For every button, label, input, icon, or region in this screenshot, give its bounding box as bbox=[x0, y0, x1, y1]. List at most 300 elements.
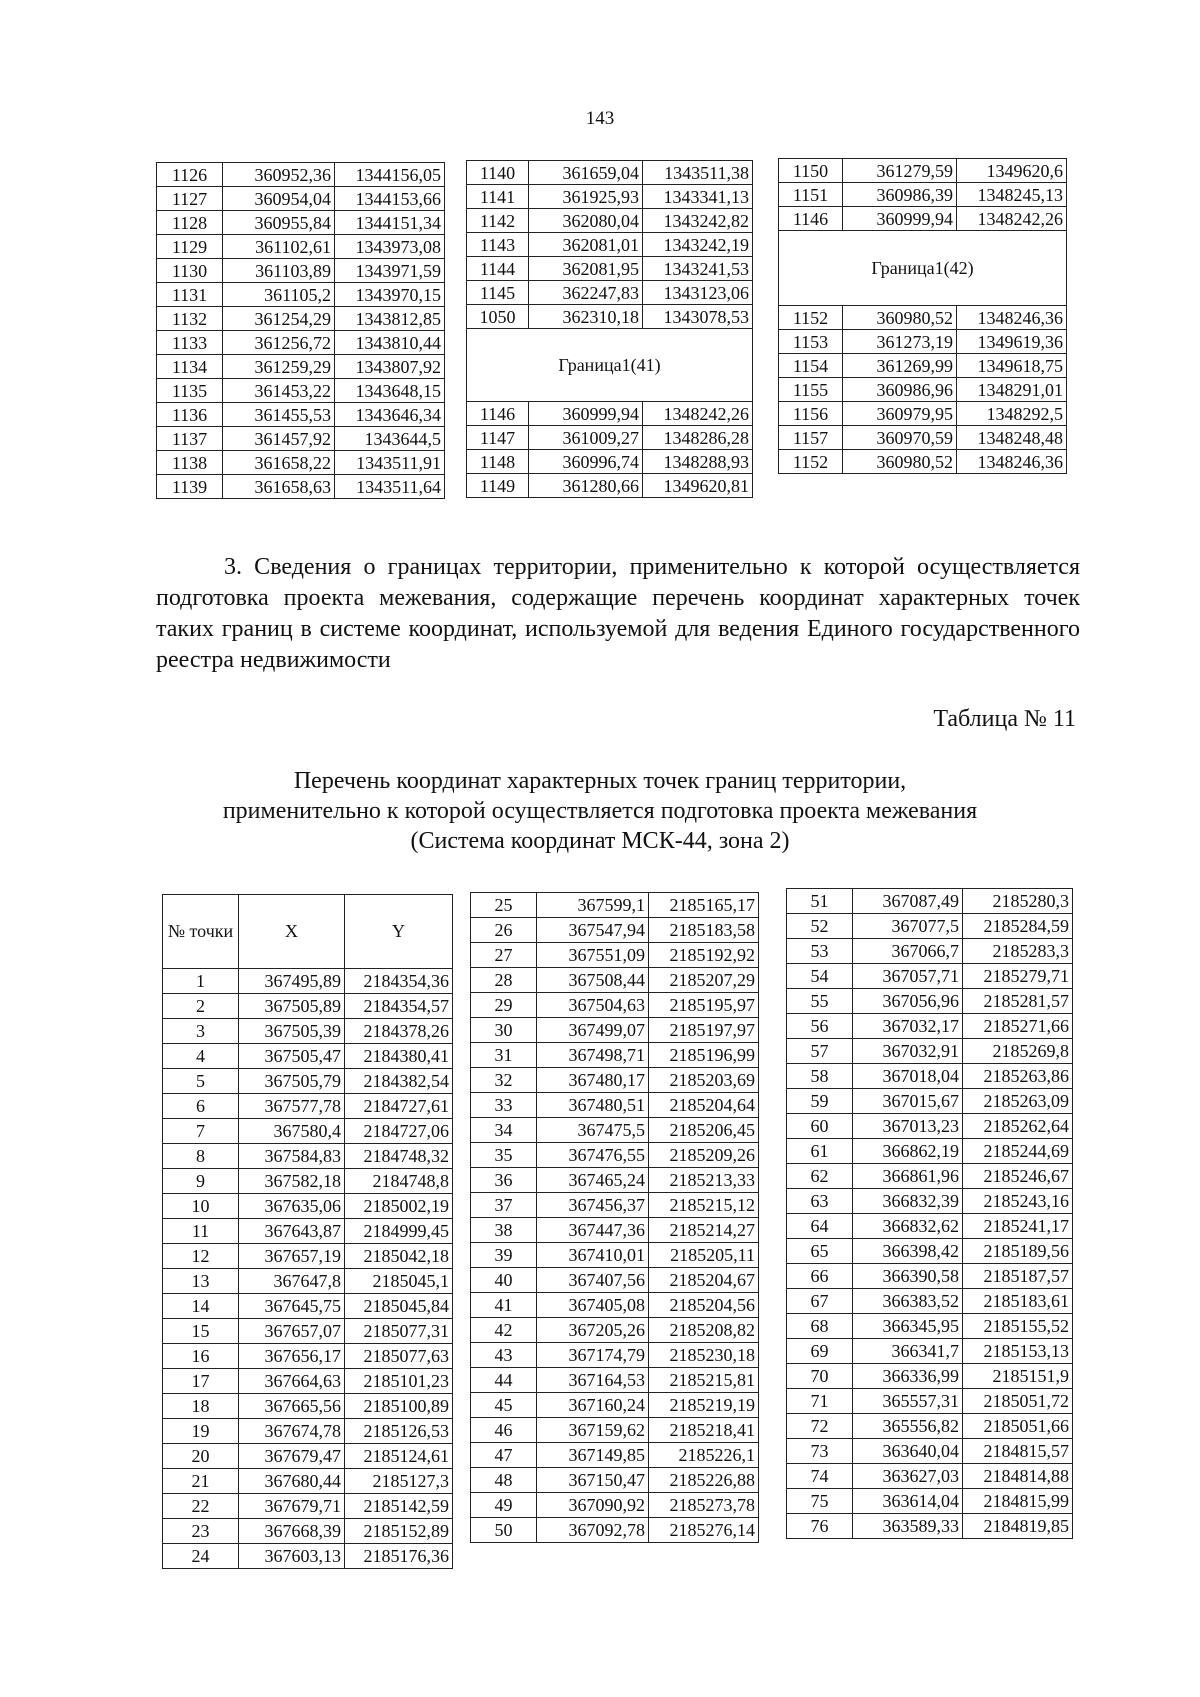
point-number-cell: 7 bbox=[163, 1119, 239, 1144]
y-coordinate-cell: 2185205,11 bbox=[649, 1243, 759, 1268]
point-number-cell: 15 bbox=[163, 1319, 239, 1344]
point-number-cell: 1130 bbox=[157, 259, 223, 283]
point-number-cell: 1149 bbox=[467, 474, 529, 498]
y-coordinate-cell: 2185176,36 bbox=[345, 1544, 453, 1569]
x-coordinate-cell: 361279,59 bbox=[843, 159, 957, 183]
point-number-cell: 10 bbox=[163, 1194, 239, 1219]
table-row bbox=[471, 1468, 759, 1493]
x-coordinate-cell: 367057,71 bbox=[853, 964, 963, 989]
x-coordinate-cell: 360970,59 bbox=[843, 426, 957, 450]
x-coordinate-cell: 361102,61 bbox=[223, 235, 335, 259]
table-row bbox=[163, 1244, 453, 1269]
x-coordinate-cell: 367504,63 bbox=[537, 993, 649, 1018]
point-number-cell: 68 bbox=[787, 1314, 853, 1339]
coords-table-top-2 bbox=[466, 160, 753, 498]
x-coordinate-cell: 367410,01 bbox=[537, 1243, 649, 1268]
y-coordinate-cell: 2185269,8 bbox=[963, 1039, 1073, 1064]
table-row bbox=[471, 1343, 759, 1368]
x-coordinate-cell: 367664,63 bbox=[239, 1369, 345, 1394]
point-number-cell: 70 bbox=[787, 1364, 853, 1389]
point-number-cell: 1153 bbox=[779, 330, 843, 354]
table-row bbox=[157, 283, 445, 307]
x-coordinate-cell: 367164,53 bbox=[537, 1368, 649, 1393]
y-coordinate-cell: 2185246,67 bbox=[963, 1164, 1073, 1189]
point-number-cell: 44 bbox=[471, 1368, 537, 1393]
point-number-cell: 46 bbox=[471, 1418, 537, 1443]
table-row bbox=[467, 209, 753, 233]
coords-table-top-3 bbox=[778, 158, 1067, 474]
point-number-cell: 38 bbox=[471, 1218, 537, 1243]
point-number-cell: 1129 bbox=[157, 235, 223, 259]
x-coordinate-cell: 360986,96 bbox=[843, 378, 957, 402]
table-row bbox=[471, 1168, 759, 1193]
y-coordinate-cell: 1344156,05 bbox=[335, 163, 445, 187]
y-coordinate-cell: 2184354,36 bbox=[345, 969, 453, 994]
y-coordinate-cell: 2185142,59 bbox=[345, 1494, 453, 1519]
y-coordinate-cell: 2185214,27 bbox=[649, 1218, 759, 1243]
x-coordinate-cell: 367551,09 bbox=[537, 943, 649, 968]
y-coordinate-cell: 2185165,17 bbox=[649, 893, 759, 918]
table-row bbox=[467, 257, 753, 281]
table-row bbox=[157, 331, 445, 355]
x-coordinate-cell: 363640,04 bbox=[853, 1439, 963, 1464]
point-number-cell: 1151 bbox=[779, 183, 843, 207]
table-row bbox=[787, 1239, 1073, 1264]
table-row bbox=[787, 1189, 1073, 1214]
x-coordinate-cell: 360980,52 bbox=[843, 450, 957, 474]
y-coordinate-cell: 2185280,3 bbox=[963, 889, 1073, 914]
y-coordinate-cell: 1348291,01 bbox=[957, 378, 1067, 402]
point-number-cell: 69 bbox=[787, 1339, 853, 1364]
table-row bbox=[163, 1544, 453, 1569]
y-coordinate-cell: 1343511,64 bbox=[335, 475, 445, 499]
table-row bbox=[471, 993, 759, 1018]
y-coordinate-cell: 2185183,58 bbox=[649, 918, 759, 943]
y-coordinate-cell: 1349618,75 bbox=[957, 354, 1067, 378]
y-coordinate-cell: 2185051,66 bbox=[963, 1414, 1073, 1439]
x-coordinate-cell: 366345,95 bbox=[853, 1314, 963, 1339]
y-coordinate-cell: 1349620,81 bbox=[643, 474, 753, 498]
point-number-cell: 4 bbox=[163, 1044, 239, 1069]
y-coordinate-cell: 1343511,91 bbox=[335, 451, 445, 475]
x-coordinate-cell: 367657,07 bbox=[239, 1319, 345, 1344]
y-coordinate-cell: 1343341,13 bbox=[643, 185, 753, 209]
y-coordinate-cell: 1343644,5 bbox=[335, 427, 445, 451]
table-row bbox=[471, 1318, 759, 1343]
point-number-cell: 1137 bbox=[157, 427, 223, 451]
y-coordinate-cell: 1348286,28 bbox=[643, 426, 753, 450]
point-number-cell: 1142 bbox=[467, 209, 529, 233]
point-number-cell: 62 bbox=[787, 1164, 853, 1189]
table-row bbox=[157, 451, 445, 475]
table-row bbox=[157, 427, 445, 451]
table-row bbox=[471, 1118, 759, 1143]
table-row bbox=[471, 1268, 759, 1293]
table-row bbox=[163, 1194, 453, 1219]
y-coordinate-cell: 2185192,92 bbox=[649, 943, 759, 968]
table-row bbox=[787, 1339, 1073, 1364]
point-number-cell: 75 bbox=[787, 1489, 853, 1514]
y-coordinate-cell: 1344151,34 bbox=[335, 211, 445, 235]
coords-table-bottom-1 bbox=[162, 894, 453, 1569]
table-row bbox=[787, 1264, 1073, 1289]
boundary-label: Граница1(41) bbox=[467, 329, 753, 402]
point-number-cell: 74 bbox=[787, 1464, 853, 1489]
point-number-cell: 52 bbox=[787, 914, 853, 939]
point-number-cell: 25 bbox=[471, 893, 537, 918]
y-coordinate-cell: 1343810,44 bbox=[335, 331, 445, 355]
y-coordinate-cell: 2185276,14 bbox=[649, 1518, 759, 1543]
point-number-cell: 6 bbox=[163, 1094, 239, 1119]
y-coordinate-cell: 2184748,32 bbox=[345, 1144, 453, 1169]
point-number-cell: 48 bbox=[471, 1468, 537, 1493]
point-number-cell: 37 bbox=[471, 1193, 537, 1218]
table-row bbox=[779, 183, 1067, 207]
table-row bbox=[163, 1319, 453, 1344]
x-coordinate-cell: 367447,36 bbox=[537, 1218, 649, 1243]
x-coordinate-cell: 367174,79 bbox=[537, 1343, 649, 1368]
table-row bbox=[779, 207, 1067, 231]
table-row bbox=[163, 1519, 453, 1544]
point-number-cell: 26 bbox=[471, 918, 537, 943]
x-coordinate-cell: 367480,17 bbox=[537, 1068, 649, 1093]
table-row bbox=[779, 426, 1067, 450]
y-coordinate-cell: 2185208,82 bbox=[649, 1318, 759, 1343]
header-x: X bbox=[239, 895, 345, 969]
x-coordinate-cell: 367032,91 bbox=[853, 1039, 963, 1064]
table-row bbox=[471, 1093, 759, 1118]
table-row bbox=[467, 305, 753, 329]
table-row bbox=[787, 1514, 1073, 1539]
point-number-cell: 41 bbox=[471, 1293, 537, 1318]
table-title-line-1: Перечень координат характерных точек границ территории, bbox=[293, 768, 907, 794]
table-title-line-2: применительно к которой осуществляется подготовка проекта межевания bbox=[222, 798, 978, 824]
point-number-cell: 1133 bbox=[157, 331, 223, 355]
x-coordinate-cell: 362080,04 bbox=[529, 209, 643, 233]
table-row bbox=[471, 1143, 759, 1168]
y-coordinate-cell: 1343511,38 bbox=[643, 161, 753, 185]
x-coordinate-cell: 367647,8 bbox=[239, 1269, 345, 1294]
x-coordinate-cell: 367087,49 bbox=[853, 889, 963, 914]
point-number-cell: 8 bbox=[163, 1144, 239, 1169]
y-coordinate-cell: 2184378,26 bbox=[345, 1019, 453, 1044]
table-row bbox=[163, 1069, 453, 1094]
y-coordinate-cell: 2185183,61 bbox=[963, 1289, 1073, 1314]
x-coordinate-cell: 367645,75 bbox=[239, 1294, 345, 1319]
y-coordinate-cell: 2184819,85 bbox=[963, 1514, 1073, 1539]
point-number-cell: 34 bbox=[471, 1118, 537, 1143]
section-text bbox=[156, 552, 1080, 676]
point-number-cell: 61 bbox=[787, 1139, 853, 1164]
point-number-cell: 1134 bbox=[157, 355, 223, 379]
point-number-cell: 29 bbox=[471, 993, 537, 1018]
x-coordinate-cell: 366390,58 bbox=[853, 1264, 963, 1289]
x-coordinate-cell: 367599,1 bbox=[537, 893, 649, 918]
y-coordinate-cell: 2185204,67 bbox=[649, 1268, 759, 1293]
table-row bbox=[467, 281, 753, 305]
table-row bbox=[157, 259, 445, 283]
point-number-cell: 1141 bbox=[467, 185, 529, 209]
table-row bbox=[787, 939, 1073, 964]
x-coordinate-cell: 367032,17 bbox=[853, 1014, 963, 1039]
point-number-cell: 1139 bbox=[157, 475, 223, 499]
point-number-cell: 22 bbox=[163, 1494, 239, 1519]
table-row bbox=[471, 1518, 759, 1543]
x-coordinate-cell: 367668,39 bbox=[239, 1519, 345, 1544]
table-row bbox=[787, 1089, 1073, 1114]
x-coordinate-cell: 367656,17 bbox=[239, 1344, 345, 1369]
y-coordinate-cell: 2185279,71 bbox=[963, 964, 1073, 989]
x-coordinate-cell: 362081,95 bbox=[529, 257, 643, 281]
table-row bbox=[471, 1493, 759, 1518]
y-coordinate-cell: 1348248,48 bbox=[957, 426, 1067, 450]
point-number-cell: 35 bbox=[471, 1143, 537, 1168]
page-number: 143 bbox=[585, 108, 615, 129]
point-number-cell: 3 bbox=[163, 1019, 239, 1044]
point-number-cell: 27 bbox=[471, 943, 537, 968]
x-coordinate-cell: 360954,04 bbox=[223, 187, 335, 211]
y-coordinate-cell: 2185155,52 bbox=[963, 1314, 1073, 1339]
x-coordinate-cell: 360955,84 bbox=[223, 211, 335, 235]
y-coordinate-cell: 2185262,64 bbox=[963, 1114, 1073, 1139]
point-number-cell: 56 bbox=[787, 1014, 853, 1039]
y-coordinate-cell: 2185195,97 bbox=[649, 993, 759, 1018]
x-coordinate-cell: 367643,87 bbox=[239, 1219, 345, 1244]
table-row bbox=[157, 475, 445, 499]
point-number-cell: 40 bbox=[471, 1268, 537, 1293]
point-number-cell: 1155 bbox=[779, 378, 843, 402]
point-number-cell: 32 bbox=[471, 1068, 537, 1093]
y-coordinate-cell: 2184814,88 bbox=[963, 1464, 1073, 1489]
y-coordinate-cell: 1343123,06 bbox=[643, 281, 753, 305]
point-number-cell: 1143 bbox=[467, 233, 529, 257]
x-coordinate-cell: 367066,7 bbox=[853, 939, 963, 964]
point-number-cell: 1150 bbox=[779, 159, 843, 183]
y-coordinate-cell: 2185187,57 bbox=[963, 1264, 1073, 1289]
table-row bbox=[163, 1019, 453, 1044]
x-coordinate-cell: 362247,83 bbox=[529, 281, 643, 305]
y-coordinate-cell: 2185213,33 bbox=[649, 1168, 759, 1193]
table-row bbox=[467, 402, 753, 426]
point-number-cell: 1146 bbox=[467, 402, 529, 426]
point-number-cell: 39 bbox=[471, 1243, 537, 1268]
table-header-row bbox=[163, 895, 453, 969]
y-coordinate-cell: 2185284,59 bbox=[963, 914, 1073, 939]
x-coordinate-cell: 367665,56 bbox=[239, 1394, 345, 1419]
x-coordinate-cell: 367505,39 bbox=[239, 1019, 345, 1044]
table-row bbox=[163, 994, 453, 1019]
point-number-cell: 21 bbox=[163, 1469, 239, 1494]
x-coordinate-cell: 367465,24 bbox=[537, 1168, 649, 1193]
table-row bbox=[471, 943, 759, 968]
y-coordinate-cell: 2185002,19 bbox=[345, 1194, 453, 1219]
y-coordinate-cell: 1349620,6 bbox=[957, 159, 1067, 183]
point-number-cell: 55 bbox=[787, 989, 853, 1014]
y-coordinate-cell: 2185196,99 bbox=[649, 1043, 759, 1068]
point-number-cell: 1127 bbox=[157, 187, 223, 211]
x-coordinate-cell: 361269,99 bbox=[843, 354, 957, 378]
x-coordinate-cell: 361105,2 bbox=[223, 283, 335, 307]
point-number-cell: 64 bbox=[787, 1214, 853, 1239]
point-number-cell: 42 bbox=[471, 1318, 537, 1343]
y-coordinate-cell: 2184727,06 bbox=[345, 1119, 453, 1144]
y-coordinate-cell: 1343971,59 bbox=[335, 259, 445, 283]
x-coordinate-cell: 366862,19 bbox=[853, 1139, 963, 1164]
point-number-cell: 33 bbox=[471, 1093, 537, 1118]
table-row bbox=[163, 1494, 453, 1519]
table-row bbox=[471, 1368, 759, 1393]
point-number-cell: 65 bbox=[787, 1239, 853, 1264]
y-coordinate-cell: 2184380,41 bbox=[345, 1044, 453, 1069]
x-coordinate-cell: 361259,29 bbox=[223, 355, 335, 379]
x-coordinate-cell: 367077,5 bbox=[853, 914, 963, 939]
y-coordinate-cell: 2185153,13 bbox=[963, 1339, 1073, 1364]
x-coordinate-cell: 361457,92 bbox=[223, 427, 335, 451]
table-row bbox=[787, 1289, 1073, 1314]
point-number-cell: 1148 bbox=[467, 450, 529, 474]
table-row bbox=[163, 1269, 453, 1294]
table-row bbox=[163, 1044, 453, 1069]
x-coordinate-cell: 367018,04 bbox=[853, 1064, 963, 1089]
point-number-cell: 9 bbox=[163, 1169, 239, 1194]
x-coordinate-cell: 361925,93 bbox=[529, 185, 643, 209]
y-coordinate-cell: 2185151,9 bbox=[963, 1364, 1073, 1389]
x-coordinate-cell: 367635,06 bbox=[239, 1194, 345, 1219]
x-coordinate-cell: 367674,78 bbox=[239, 1419, 345, 1444]
table-row bbox=[157, 403, 445, 427]
table-row bbox=[787, 1489, 1073, 1514]
x-coordinate-cell: 365557,31 bbox=[853, 1389, 963, 1414]
y-coordinate-cell: 2185127,3 bbox=[345, 1469, 453, 1494]
point-number-cell: 19 bbox=[163, 1419, 239, 1444]
table-row bbox=[467, 233, 753, 257]
table-row bbox=[163, 1444, 453, 1469]
point-number-cell: 1154 bbox=[779, 354, 843, 378]
point-number-cell: 67 bbox=[787, 1289, 853, 1314]
y-coordinate-cell: 2185189,56 bbox=[963, 1239, 1073, 1264]
table-row bbox=[787, 1164, 1073, 1189]
x-coordinate-cell: 361659,04 bbox=[529, 161, 643, 185]
x-coordinate-cell: 367495,89 bbox=[239, 969, 345, 994]
y-coordinate-cell: 1343970,15 bbox=[335, 283, 445, 307]
y-coordinate-cell: 2185263,86 bbox=[963, 1064, 1073, 1089]
x-coordinate-cell: 367547,94 bbox=[537, 918, 649, 943]
header-point-no: № точки bbox=[163, 895, 239, 969]
point-number-cell: 31 bbox=[471, 1043, 537, 1068]
table-row bbox=[787, 914, 1073, 939]
x-coordinate-cell: 361455,53 bbox=[223, 403, 335, 427]
y-coordinate-cell: 2185045,84 bbox=[345, 1294, 453, 1319]
table-row bbox=[467, 161, 753, 185]
table-row bbox=[471, 1043, 759, 1068]
y-coordinate-cell: 2185207,29 bbox=[649, 968, 759, 993]
y-coordinate-cell: 1343807,92 bbox=[335, 355, 445, 379]
x-coordinate-cell: 367456,37 bbox=[537, 1193, 649, 1218]
point-number-cell: 14 bbox=[163, 1294, 239, 1319]
table-row bbox=[471, 1393, 759, 1418]
x-coordinate-cell: 363627,03 bbox=[853, 1464, 963, 1489]
x-coordinate-cell: 367405,08 bbox=[537, 1293, 649, 1318]
table-row bbox=[163, 1169, 453, 1194]
coords-table-bottom-2 bbox=[470, 892, 759, 1543]
x-coordinate-cell: 367480,51 bbox=[537, 1093, 649, 1118]
table-row bbox=[471, 1068, 759, 1093]
table-title-line-3: (Система координат МСК-44, зона 2) bbox=[410, 828, 790, 854]
y-coordinate-cell: 1348242,26 bbox=[643, 402, 753, 426]
y-coordinate-cell: 2185273,78 bbox=[649, 1493, 759, 1518]
x-coordinate-cell: 360996,74 bbox=[529, 450, 643, 474]
point-number-cell: 18 bbox=[163, 1394, 239, 1419]
point-number-cell: 73 bbox=[787, 1439, 853, 1464]
point-number-cell: 45 bbox=[471, 1393, 537, 1418]
point-number-cell: 1145 bbox=[467, 281, 529, 305]
y-coordinate-cell: 2185243,16 bbox=[963, 1189, 1073, 1214]
table-row bbox=[787, 1214, 1073, 1239]
y-coordinate-cell: 2185124,61 bbox=[345, 1444, 453, 1469]
y-coordinate-cell: 2185241,17 bbox=[963, 1214, 1073, 1239]
table-row bbox=[787, 1039, 1073, 1064]
x-coordinate-cell: 367505,79 bbox=[239, 1069, 345, 1094]
y-coordinate-cell: 1343242,19 bbox=[643, 233, 753, 257]
table-row bbox=[779, 354, 1067, 378]
x-coordinate-cell: 367407,56 bbox=[537, 1268, 649, 1293]
y-coordinate-cell: 1343646,34 bbox=[335, 403, 445, 427]
x-coordinate-cell: 367680,44 bbox=[239, 1469, 345, 1494]
table-row bbox=[787, 1014, 1073, 1039]
y-coordinate-cell: 1348242,26 bbox=[957, 207, 1067, 231]
table-row bbox=[163, 1294, 453, 1319]
point-number-cell: 5 bbox=[163, 1069, 239, 1094]
y-coordinate-cell: 2185206,45 bbox=[649, 1118, 759, 1143]
x-coordinate-cell: 367013,23 bbox=[853, 1114, 963, 1139]
point-number-cell: 1131 bbox=[157, 283, 223, 307]
point-number-cell: 72 bbox=[787, 1414, 853, 1439]
table-row bbox=[787, 1364, 1073, 1389]
x-coordinate-cell: 360952,36 bbox=[223, 163, 335, 187]
y-coordinate-cell: 2185077,63 bbox=[345, 1344, 453, 1369]
table-row bbox=[471, 1243, 759, 1268]
point-number-cell: 1146 bbox=[779, 207, 843, 231]
point-number-cell: 1152 bbox=[779, 450, 843, 474]
point-number-cell: 1 bbox=[163, 969, 239, 994]
x-coordinate-cell: 363614,04 bbox=[853, 1489, 963, 1514]
x-coordinate-cell: 360980,52 bbox=[843, 306, 957, 330]
table-row bbox=[163, 1144, 453, 1169]
y-coordinate-cell: 1348245,13 bbox=[957, 183, 1067, 207]
point-number-cell: 58 bbox=[787, 1064, 853, 1089]
point-number-cell: 16 bbox=[163, 1344, 239, 1369]
y-coordinate-cell: 2184354,57 bbox=[345, 994, 453, 1019]
table-row bbox=[787, 1389, 1073, 1414]
table-row bbox=[157, 187, 445, 211]
x-coordinate-cell: 367056,96 bbox=[853, 989, 963, 1014]
table-row bbox=[779, 378, 1067, 402]
point-number-cell: 1135 bbox=[157, 379, 223, 403]
y-coordinate-cell: 1343812,85 bbox=[335, 307, 445, 331]
x-coordinate-cell: 367580,4 bbox=[239, 1119, 345, 1144]
y-coordinate-cell: 1348288,93 bbox=[643, 450, 753, 474]
x-coordinate-cell: 367679,47 bbox=[239, 1444, 345, 1469]
y-coordinate-cell: 2185126,53 bbox=[345, 1419, 453, 1444]
x-coordinate-cell: 367584,83 bbox=[239, 1144, 345, 1169]
y-coordinate-cell: 2184382,54 bbox=[345, 1069, 453, 1094]
table-row bbox=[787, 1414, 1073, 1439]
x-coordinate-cell: 366336,99 bbox=[853, 1364, 963, 1389]
point-number-cell: 47 bbox=[471, 1443, 537, 1468]
x-coordinate-cell: 362081,01 bbox=[529, 233, 643, 257]
y-coordinate-cell: 2185100,89 bbox=[345, 1394, 453, 1419]
point-number-cell: 63 bbox=[787, 1189, 853, 1214]
